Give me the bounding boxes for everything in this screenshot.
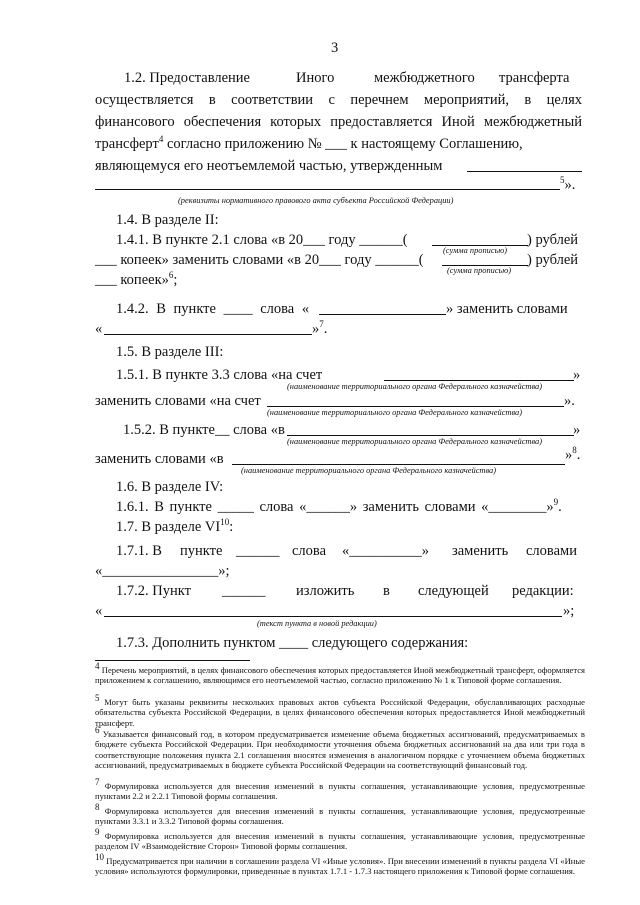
s15-line4: заменить словами «в [95,451,224,467]
s17-line3-b: ______ [222,583,266,599]
s15-note3: (наименование территориального органа Федерального казначейства) [287,437,543,446]
footnote-ref-9: 9 [553,497,559,508]
footnote-7: $^7$ Формулировка используется для внесения изменений в пункты соглашения, устанавливающие условия, предусмотренные пунктами 2.2 и 2.2.1 Типовой формы соглашения. [95,777,585,802]
s17-line1-g: словами [526,543,577,559]
s15-line1: 1.5.1. В пункте 3.3 слова «на счет [116,367,323,383]
s14-line5-b: »$^7$. [312,319,328,337]
s17-line3-c: изложить [296,583,355,599]
s15-line2: заменить словами «на счет [95,393,261,409]
s15-note4: (наименование территориального органа Федерального казначейства) [241,466,497,475]
s15-note1: (наименование территориального органа Федерального казначейства) [287,382,543,391]
s17-line3-f: редакции: [512,583,574,599]
page-number: 3 [331,40,339,56]
s17-note4: (текст пункта в новой редакции) [257,619,377,628]
s14-line4-a: 1.4.2. В пункте ____ слова « [116,301,310,317]
s17-line3-d: в [383,583,390,599]
s14-line1-b: ) рублей [527,232,579,248]
s14-sum1-note: (сумма прописью) [443,246,508,255]
s17-line4-b: »; [563,603,575,619]
footnote-separator [95,660,250,661]
s17-line5: 1.7.3. Дополнить пунктом ____ следующего содержания: [116,635,469,651]
s15-line1-quote: » [573,367,581,383]
s15-line4-blank [232,464,565,465]
p12-line1-b: Иного [296,70,335,86]
p12-line1-d: трансферта [499,70,570,86]
s16-heading: 1.6. В разделе IV: [116,479,224,495]
footnote-ref-6: 6 [168,270,174,281]
s15-heading: 1.5. В разделе III: [116,344,224,360]
s17-line2: «________________»; [95,563,230,579]
footnote-10: $^{10}$ Предусматривается при наличии в соглашении раздела VI «Иные условия». При внесении изменений в пункты раздела VI «Иные условия» используются формулировки, приведенные в пунктах 1.7.1 - 1.7.3 настоящего приложения к Типовой форме соглашения. [95,852,585,877]
s15-line2-blank [267,406,564,407]
s14-line2-b: ) рублей [527,252,579,268]
s17-line4-blank [104,616,562,617]
s17-line3-a: 1.7.2. Пункт [116,583,191,599]
s17-line1-d: слова [292,543,327,559]
s15-line1-blank [384,380,574,381]
p12-blank-2 [95,189,560,190]
s17-line1-e: «__________» [342,543,429,559]
footnote-ref-4: 4 [158,134,164,145]
p12-line2: осуществляется в соответствии с перечнем мероприятий, в целях [95,92,582,108]
p12-line4-a: трансферт [95,136,159,152]
s15-line2-quote: ». [564,393,575,409]
s15-note2: (наименование территориального органа Федерального казначейства) [267,408,523,417]
footnote-ref-10: 10 [220,517,230,528]
footnote-ref-5: 5 [560,175,565,186]
p12-line3: финансового обеспечения которых предоставляется Иной межбюджетный [95,114,582,130]
p12-blank-1 [467,171,582,172]
s15-line4-quote: »$^8$. [565,445,581,463]
footnote-9: $^9$ Формулировка используется для внесения изменений в пункты соглашения, устанавливающие условия, предусмотренные разделом IV «Взаимодействие Сторон» Типовой формы соглашения. [95,827,585,852]
footnote-ref-7: 7 [319,319,324,330]
s14-line4-blank [319,314,446,315]
p12-note: (реквизиты нормативного правового акта субъекта Российской Федерации) [178,196,454,205]
footnote-5: $^5$ Могут быть указаны реквизиты нескольких правовых актов субъекта Российской Федерации, обуславливающих расходные обязательства субъекта Российской Федерации, в целях финансового обеспечения которых предоставляется Иной межбюджетный трансферт. [95,693,585,728]
s14-line2-a: ___ копеек» заменить словами «в 20___ году ______( [95,252,424,268]
s15-line3-blank [287,435,574,436]
s14-line1-a: 1.4.1. В пункте 2.1 слова «в 20___ году ______( [116,232,408,248]
s14-line3: ___ копеек»$^6$; [95,270,178,288]
footnote-4: $^4$ Перечень мероприятий, в целях финансового обеспечения которых предоставляется Иной межбюджетный трансферт, оформляется приложением к соглашению, являющимся его неотъемлемой частью, согласно приложению № 1 к Типовой форме соглашения. [95,661,585,686]
s14-line4-b: » заменить словами [446,301,568,317]
footnote-8: $^8$ Формулировка используется для внесения изменений в пункты соглашения, устанавливающие условия, предусмотренные пунктами 3.3.1 и 3.3.2 Типовой формы соглашения. [95,802,585,827]
s17-line1-a: 1.7.1. В [116,543,162,559]
s17-line1-b: пункте [180,543,223,559]
p12-line6-end: $^5$». [560,175,576,193]
s14-heading: 1.4. В разделе II: [116,212,219,228]
s17-line1-c: ______ [236,543,280,559]
s15-line3-quote: » [573,422,581,438]
s15-line3: 1.5.2. В пункте__ слова «в [123,422,285,438]
s14-line5-a: « [95,321,103,337]
s17-line3-e: следующей [418,583,489,599]
s17-line1-f: заменить [452,543,509,559]
s17-line4-a: « [95,603,103,619]
p12-line1-a: 1.2. Предоставление [124,70,250,86]
s14-sum2-note: (сумма прописью) [447,266,512,275]
s17-heading: 1.7. В разделе VI$^{10}$: [116,517,234,535]
s16-line1: 1.6.1. В пункте _____ слова «______» заменить словами «________»$^9$. [116,497,562,515]
p12-line1-c: межбюджетного [374,70,475,86]
footnote-6: $^6$ Указывается финансовый год, в котором предусматривается изменение объема бюджетных ассигнований, предусматриваемых в бюджете субъекта Российской Федерации. При необходимости уточнения объема бюджетных ассигнований на два или три года в соответствующие положения пункта 2.1 соглашения вносятся изменения в аналогичном порядке с уточнением объема бюджетных ассигнований, предусматриваемых в бюджете субъекта Российской Федерации на соответствующий финансовый год. [95,725,585,771]
p12-line4 [95,135,523,153]
footnote-ref-8: 8 [572,445,577,456]
p12-line5: являющемуся его неотъемлемой частью, утвержденным [95,158,443,174]
p12-line4-b: согласно приложению № ___ к настоящему Соглашению, [166,136,523,152]
s14-line5-blank [104,334,312,335]
